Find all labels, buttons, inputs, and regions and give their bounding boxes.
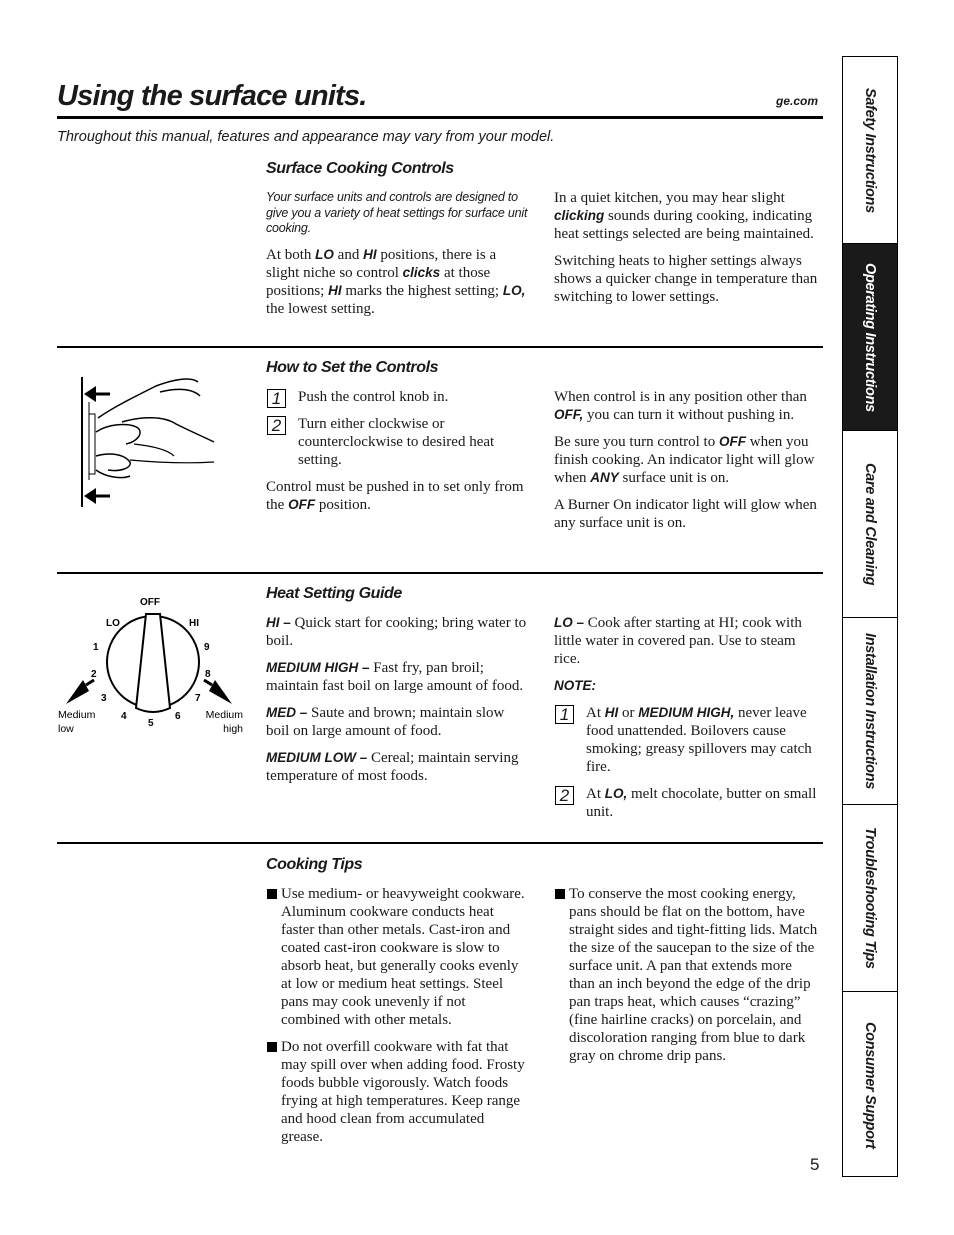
surface-controls-right-column: [554, 189, 824, 315]
set-controls-left-column: [266, 388, 528, 523]
section-tabs: [842, 56, 898, 1177]
tab-safety-instructions[interactable]: Safety Instructions: [843, 57, 897, 244]
bullet-square-icon: [267, 889, 277, 899]
note-number-2: 2: [555, 786, 574, 805]
note-2: 2 At LO, melt chocolate, butter on small unit.: [554, 785, 824, 821]
dial-lo-label: LO: [106, 618, 120, 629]
dial-mark-8: 8: [205, 669, 211, 680]
note-1: 1 At HI or MEDIUM HIGH, never leave food unattended. Boilovers cause smoking; greasy spillovers may catch fire.: [554, 704, 824, 776]
step-number-1: 1: [267, 389, 286, 408]
arrow-in-icon: [84, 386, 96, 402]
dial-mark-9: 9: [204, 642, 210, 653]
hi-setting: HI – Quick start for cooking; bring water to boil.: [266, 615, 527, 649]
lo-setting: LO – Cook after starting at HI; cook with little water in covered pan. Use to steam rice.: [554, 615, 802, 667]
dial-mark-3: 3: [101, 693, 107, 704]
arrow-out-icon: [84, 488, 96, 504]
page-title: Using the surface units.: [57, 80, 367, 112]
clicking-sounds-paragraph: In a quiet kitchen, you may hear slight clicking sounds during cooking, indicating heat settings selected are being maintained.: [554, 190, 814, 242]
dial-mark-7: 7: [195, 693, 201, 704]
website-label: ge.com: [776, 94, 819, 108]
dial-mark-2: 2: [91, 669, 97, 680]
dial-off-label: OFF: [140, 597, 160, 608]
section-divider: [57, 346, 823, 348]
med-setting: MED – Saute and brown; maintain slow boil on large amount of food.: [266, 705, 505, 739]
surface-controls-left-column: [266, 190, 528, 318]
any-position-paragraph: When control is in any position other than OFF, you can turn it without pushing in.: [554, 389, 807, 423]
note-number-1: 1: [555, 705, 574, 724]
medium-high-caption: Medium: [205, 709, 243, 721]
title-rule: [57, 116, 823, 119]
surface-controls-intro: Your surface units and controls are designed to give you a variety of heat settings for surface unit cooking.: [266, 190, 528, 235]
push-in-paragraph: Control must be pushed in to set only from the OFF position.: [266, 479, 524, 513]
heat-setting-guide-heading: Heat Setting Guide: [266, 585, 402, 602]
dial-mark-5: 5: [148, 718, 154, 729]
heat-dial-illustration: [56, 592, 250, 738]
dial-mark-1: 1: [93, 642, 99, 653]
cooking-tips-right-column: [554, 885, 820, 1074]
lo-hi-niche-paragraph: At both LO and HI positions, there is a slight niche so control clicks at those positions; HI marks the highest setting; LO, the lowest setting.: [266, 246, 526, 317]
tab-operating-instructions[interactable]: Operating Instructions: [843, 244, 897, 431]
tip-conserve-energy: To conserve the most cooking energy, pans should be flat on the bottom, have straight sides and tight-fitting lids. Match the size of the saucepan to the size of the surface unit. A pan that extends more than an inch beyond the edge of the drip pan traps heat, which causes “crazing” (fine hairline cracks) on porcelain, and discoloration ranging from blue to dark gray on chrome drip pans.: [554, 885, 820, 1065]
how-to-set-controls-heading: How to Set the Controls: [266, 359, 439, 376]
section-divider: [57, 842, 823, 844]
tip-cookware-weight: Use medium- or heavyweight cookware. Aluminum cookware conducts heat faster than other metals. Cast-iron and coated cast-iron cookware is slow to absorb heat, but generally cooks evenly at low or medium heat settings. Steel pans may cook unevenly if not combined with other metals.: [266, 885, 528, 1029]
tab-consumer-support[interactable]: Consumer Support: [862, 1021, 878, 1149]
medium-low-caption: Medium: [58, 709, 96, 721]
tab-installation-instructions[interactable]: Installation Instructions: [843, 618, 897, 805]
heat-guide-left-column: [266, 614, 528, 794]
medium-high-setting: MEDIUM HIGH – Fast fry, pan broil; maintain fast boil on large amount of food.: [266, 660, 524, 694]
svg-text:high: high: [223, 723, 243, 735]
push-turn-knob-illustration: [72, 372, 222, 512]
bullet-square-icon: [267, 1042, 277, 1052]
dial-mark-6: 6: [175, 711, 181, 722]
medium-low-setting: MEDIUM LOW – Cereal; maintain serving temperature of most foods.: [266, 750, 519, 784]
dial-mark-4: 4: [121, 711, 127, 722]
bullet-square-icon: [555, 889, 565, 899]
note-label: NOTE:: [554, 678, 596, 693]
tab-care-and-cleaning[interactable]: Care and Cleaning: [843, 431, 897, 618]
step-2: 2 Turn either clockwise or counterclockwise to desired heat setting.: [266, 415, 528, 469]
tab-troubleshooting-tips[interactable]: Troubleshooting Tips: [843, 805, 897, 992]
svg-text:low: low: [58, 723, 74, 735]
switching-heats-paragraph: Switching heats to higher settings always shows a quicker change in temperature than switching to lower settings.: [554, 253, 818, 305]
cooking-tips-left-column: [266, 885, 528, 1155]
set-controls-right-column: [554, 388, 824, 541]
intro-text: Throughout this manual, features and appearance may vary from your model.: [57, 129, 555, 145]
section-divider: [57, 572, 823, 574]
page-number: 5: [810, 1155, 820, 1174]
turn-off-paragraph: Be sure you turn control to OFF when you finish cooking. An indicator light will glow when ANY surface unit is on.: [554, 434, 815, 486]
heat-guide-right-column: [554, 614, 824, 830]
burner-on-paragraph: A Burner On indicator light will glow when any surface unit is on.: [554, 497, 817, 531]
step-1: 1 Push the control knob in.: [266, 388, 528, 406]
tip-overfill: Do not overfill cookware with fat that may spill over when adding food. Frosty foods bubble vigorously. Watch foods frying at high temperatures. Keep range and hood clean from accumulated grease.: [266, 1038, 528, 1146]
cooking-tips-heading: Cooking Tips: [266, 856, 363, 873]
step-number-2: 2: [267, 416, 286, 435]
dial-hi-label: HI: [189, 618, 199, 629]
surface-cooking-controls-heading: Surface Cooking Controls: [266, 160, 454, 177]
